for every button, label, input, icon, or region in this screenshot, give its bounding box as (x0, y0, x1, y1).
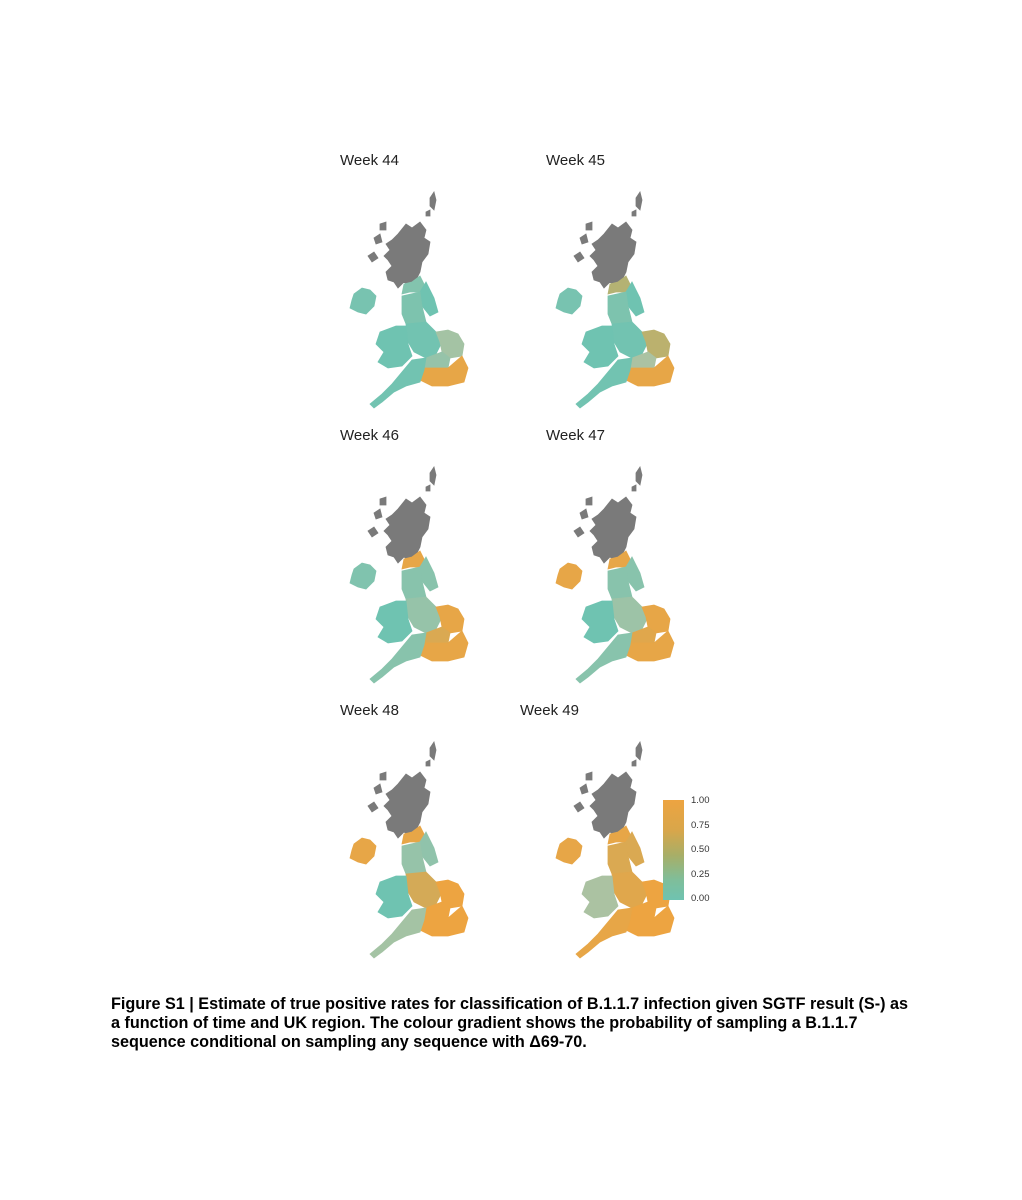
uk-map (546, 447, 686, 707)
region-shetland (426, 192, 436, 216)
map-panel-week-48 (340, 702, 540, 985)
region-midlands (406, 597, 442, 633)
region-wales (582, 326, 618, 368)
region-midlands (406, 872, 442, 908)
uk-map (340, 447, 480, 707)
panel-title: Week 48 (340, 702, 399, 719)
region-midlands (406, 322, 442, 358)
map-panel-week-44 (340, 152, 540, 435)
region-shetland (426, 467, 436, 491)
region-wales (376, 601, 412, 643)
region-northern-ireland (350, 838, 376, 864)
legend-tick: 1.00 (691, 795, 710, 806)
map-panel-week-47 (546, 427, 746, 710)
region-shetland (632, 467, 642, 491)
region-midlands (612, 872, 648, 908)
legend-tick: 0.75 (691, 820, 710, 831)
map-panel-week-46 (340, 427, 540, 710)
region-wales (582, 876, 618, 918)
panel-title: Week 47 (546, 427, 605, 444)
panel-title: Week 49 (520, 702, 579, 719)
region-northern-ireland (556, 563, 582, 589)
uk-map (340, 722, 480, 982)
region-northern-ireland (350, 288, 376, 314)
panel-title: Week 45 (546, 152, 605, 169)
region-wales (376, 326, 412, 368)
legend-tick: 0.00 (691, 893, 710, 904)
map-panel-week-45 (546, 152, 746, 435)
caption-text: Figure S1 | Estimate of true positive rates for classification of B.1.1.7 infection given SGTF result (S-) as a function of time and UK region. The colour gradient shows the probability of sampling a B.1.1.7 sequence conditional on sampling any sequence with Δ69-70. (111, 995, 909, 1051)
legend-gradient-bar (663, 800, 684, 900)
region-shetland (426, 742, 436, 766)
region-northern-ireland (350, 563, 376, 589)
panel-title: Week 46 (340, 427, 399, 444)
region-midlands (612, 597, 648, 633)
region-shetland (632, 192, 642, 216)
region-midlands (612, 322, 648, 358)
region-northern-ireland (556, 288, 582, 314)
panel-title: Week 44 (340, 152, 399, 169)
region-shetland (632, 742, 642, 766)
legend-tick: 0.25 (691, 869, 710, 880)
uk-map (546, 172, 686, 432)
figure-caption (111, 995, 911, 1052)
region-wales (582, 601, 618, 643)
legend-tick: 0.50 (691, 844, 710, 855)
colour-scale-legend (663, 795, 743, 904)
uk-map (340, 172, 480, 432)
region-wales (376, 876, 412, 918)
region-northern-ireland (556, 838, 582, 864)
